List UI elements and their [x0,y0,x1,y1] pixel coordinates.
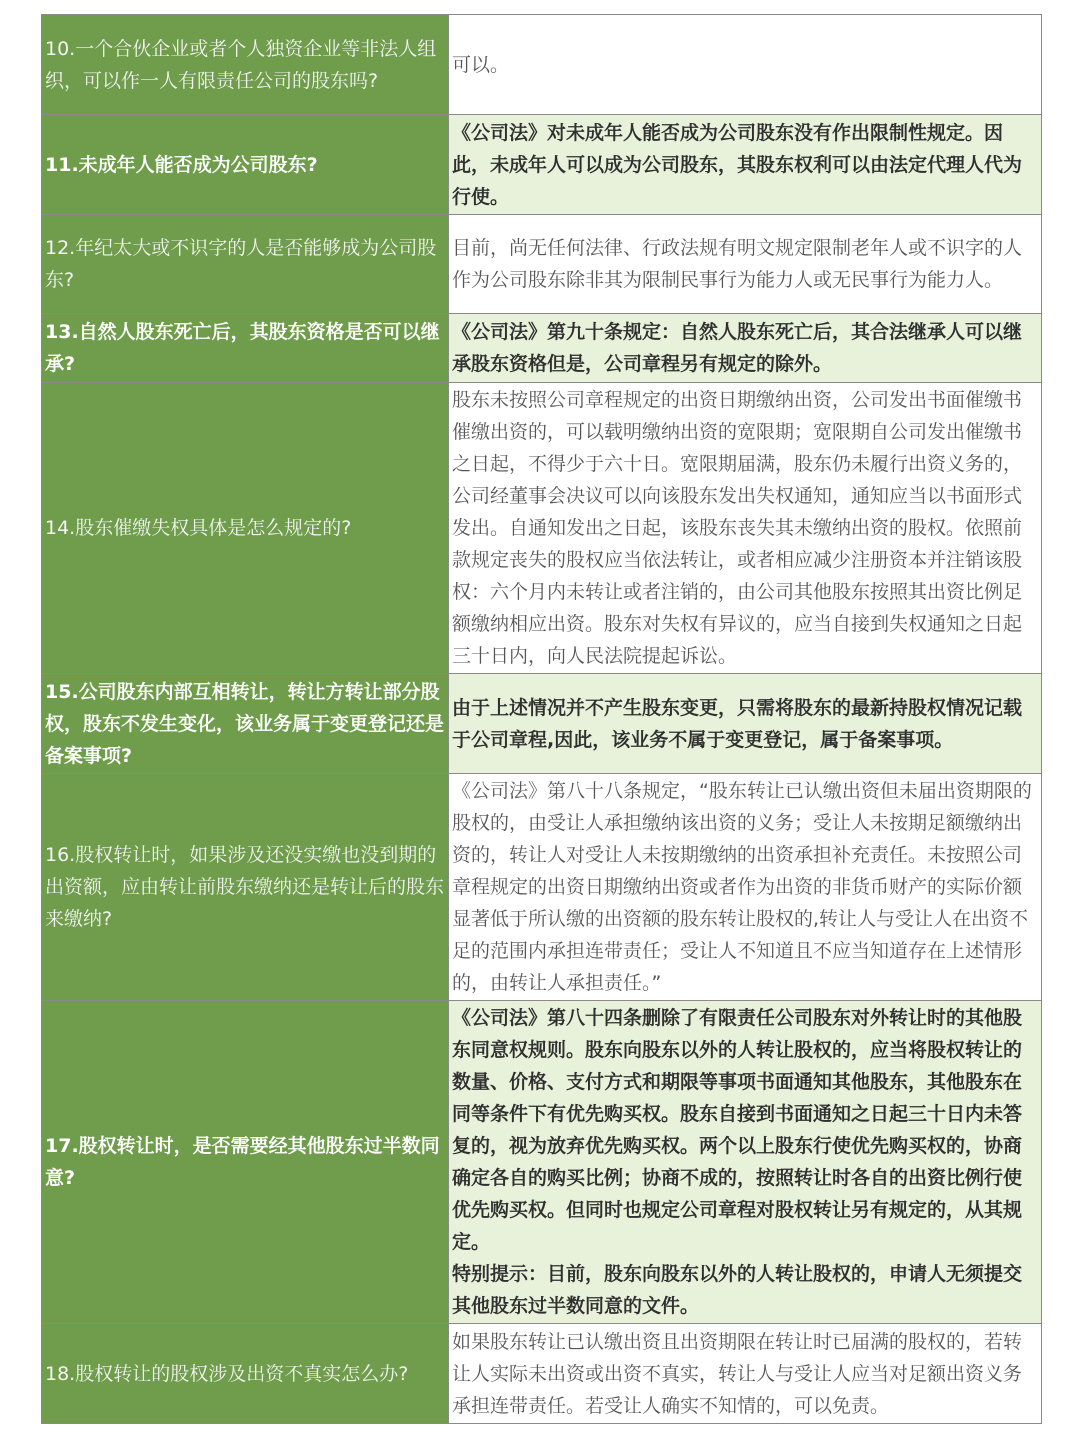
table-row [42,15,1042,115]
answer-paragraph: 《公司法》对未成年人能否成为公司股东没有作出限制性规定。因此，未成年人可以成为公司股东，其股东权利可以由法定代理人代为行使。 [452,121,1023,208]
answer-cell [449,1324,1042,1424]
answer-paragraph: 《公司法》第八十四条删除了有限责任公司股东对外转让时的其他股东同意权规则。股东向股东以外的人转让股权的，应当将股权转让的数量、价格、支付方式和期限等事项书面通知其他股东，其他股东在同等条件下有优先购买权。股东自接到书面通知之日起三十日内未答复的，视为放弃优先购买权。两个以上股东行使优先购买权的，协商确定各自的购买比例；协商不成的，按照转让时各自的出资比例行使优先购买权。但同时也规定公司章程对股权转让另有规定的，从其规定。 [452,1007,1023,1253]
table-row [42,774,1042,1001]
answer-cell [449,674,1042,774]
answer-cell [449,774,1042,1001]
qa-table [41,14,1042,1424]
table-row [42,314,1042,383]
question-cell: 15.公司股东内部互相转让，转让方转让部分股权，股东不发生变化，该业务属于变更登记还是备案事项? [42,674,449,774]
answer-cell [449,314,1042,383]
question-cell: 10.一个合伙企业或者个人独资企业等非法人组织，可以作一人有限责任公司的股东吗? [42,15,449,115]
table-row [42,1324,1042,1424]
answer-paragraph: 由于上述情况并不产生股东变更，只需将股东的最新持股权情况记载于公司章程,因此，该业务不属于变更登记，属于备案事项。 [452,696,1023,751]
answer-paragraph: 如果股东转让已认缴出资且出资期限在转让时已届满的股权的，若转让人实际未出资或出资不真实，转让人与受让人应当对足额出资义务承担连带责任。若受让人确实不知情的，可以免责。 [452,1330,1023,1417]
question-cell: 17.股权转让时，是否需要经其他股东过半数同意? [42,1001,449,1324]
question-cell: 13.自然人股东死亡后，其股东资格是否可以继承? [42,314,449,383]
table-row [42,215,1042,314]
answer-cell [449,115,1042,215]
answer-cell [449,15,1042,115]
table-row [42,674,1042,774]
answer-paragraph: 股东未按照公司章程规定的出资日期缴纳出资，公司发出书面催缴书催缴出资的，可以载明缴纳出资的宽限期；宽限期自公司发出催缴书之日起，不得少于六十日。宽限期届满，股东仍未履行出资义务的，公司经董事会决议可以向该股东发出失权通知，通知应当以书面形式发出。自通知发出之日起，该股东丧失其未缴纳出资的股权。依照前款规定丧失的股权应当依法转让，或者相应减少注册资本并注销该股权：六个月内未转让或者注销的，由公司其他股东按照其出资比例足额缴纳相应出资。股东对失权有异议的，应当自接到失权通知之日起三十日内，向人民法院提起诉讼。 [452,389,1023,667]
table-row [42,1001,1042,1324]
answer-paragraph: 目前，尚无任何法律、行政法规有明文规定限制老年人或不识字的人作为公司股东除非其为限制民事行为能力人或无民事行为能力人。 [452,237,1023,291]
special-note: 特别提示：目前，股东向股东以外的人转让股权的，申请人无须提交其他股东过半数同意的文件。 [452,1263,1023,1317]
answer-paragraph: 《公司法》第八十八条规定，“股东转让已认缴出资但未届出资期限的股权的，由受让人承担缴纳该出资的义务；受让人未按期足额缴纳出资的，转让人对受让人未按期缴纳的出资承担补充责任。未按照公司章程规定的出资日期缴纳出资或者作为出资的非货币财产的实际价额显著低于所认缴的出资额的股东转让股权的,转让人与受让人在出资不足的范围内承担连带责任；受让人不知道且不应当知道存在上述情形的，由转让人承担责任。” [452,780,1032,994]
answer-cell [449,1001,1042,1324]
table-row [42,115,1042,215]
question-cell: 18.股权转让的股权涉及出资不真实怎么办? [42,1324,449,1424]
question-cell: 14.股东催缴失权具体是怎么规定的? [42,383,449,674]
question-cell: 12.年纪太大或不识字的人是否能够成为公司股东? [42,215,449,314]
answer-paragraph: 可以。 [452,53,510,76]
answer-cell [449,383,1042,674]
question-cell: 16.股权转让时，如果涉及还没实缴也没到期的出资额，应由转让前股东缴纳还是转让后的股东来缴纳? [42,774,449,1001]
table-row [42,383,1042,674]
question-cell: 11.未成年人能否成为公司股东? [42,115,449,215]
answer-cell [449,215,1042,314]
answer-paragraph: 《公司法》第九十条规定：自然人股东死亡后，其合法继承人可以继承股东资格但是，公司章程另有规定的除外。 [452,321,1023,375]
